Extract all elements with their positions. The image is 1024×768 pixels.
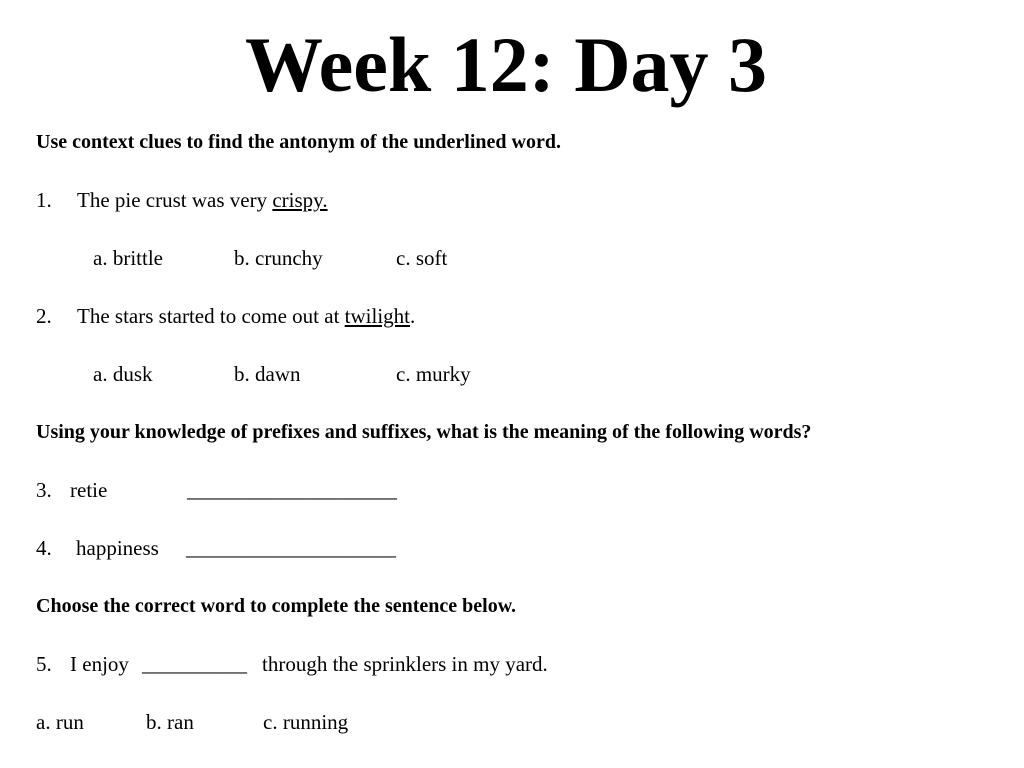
q4-number: 4.	[36, 536, 52, 560]
section2-instruction: Using your knowledge of prefixes and suffixes, what is the meaning of the following words?	[36, 421, 812, 443]
section1-instruction: Use context clues to find the antonym of the underlined word.	[36, 131, 561, 153]
q1-prefix: The pie crust was very	[77, 188, 273, 212]
q5-option-c: c. running	[263, 710, 349, 734]
q5-option-a: a. run	[36, 710, 84, 734]
q1-underlined-word: crispy.	[272, 188, 328, 212]
q5-option-b: b. ran	[146, 710, 194, 734]
q5-suffix: through the sprinklers in my yard.	[262, 652, 548, 676]
q2-suffix: .	[410, 304, 416, 328]
q2-option-b: b. dawn	[234, 362, 301, 386]
q4-word: happiness	[76, 536, 159, 560]
q2-underlined-word: twilight	[344, 304, 411, 328]
q3-word: retie	[70, 478, 108, 502]
q3-answer-blank: ____________________	[187, 478, 397, 502]
q5-blank: __________	[142, 652, 247, 676]
q1-option-b: b. crunchy	[234, 246, 323, 270]
q1-option-a: a. brittle	[93, 246, 163, 270]
q5-prefix: I enjoy	[70, 652, 129, 676]
q2-prefix: The stars started to come out at	[77, 304, 345, 328]
q2-number: 2.	[36, 304, 52, 328]
q5-number: 5.	[36, 652, 52, 676]
q3-number: 3.	[36, 478, 52, 502]
page-title: Week 12: Day 3	[244, 21, 768, 108]
q4-answer-blank: ____________________	[186, 536, 396, 560]
q2-option-a: a. dusk	[93, 362, 153, 386]
q2-sentence	[77, 306, 415, 327]
q1-option-c: c. soft	[396, 246, 448, 270]
q1-number: 1.	[36, 188, 52, 212]
q2-option-c: c. murky	[396, 362, 471, 386]
section3-instruction: Choose the correct word to complete the sentence below.	[36, 595, 517, 617]
q1-sentence	[77, 190, 328, 211]
